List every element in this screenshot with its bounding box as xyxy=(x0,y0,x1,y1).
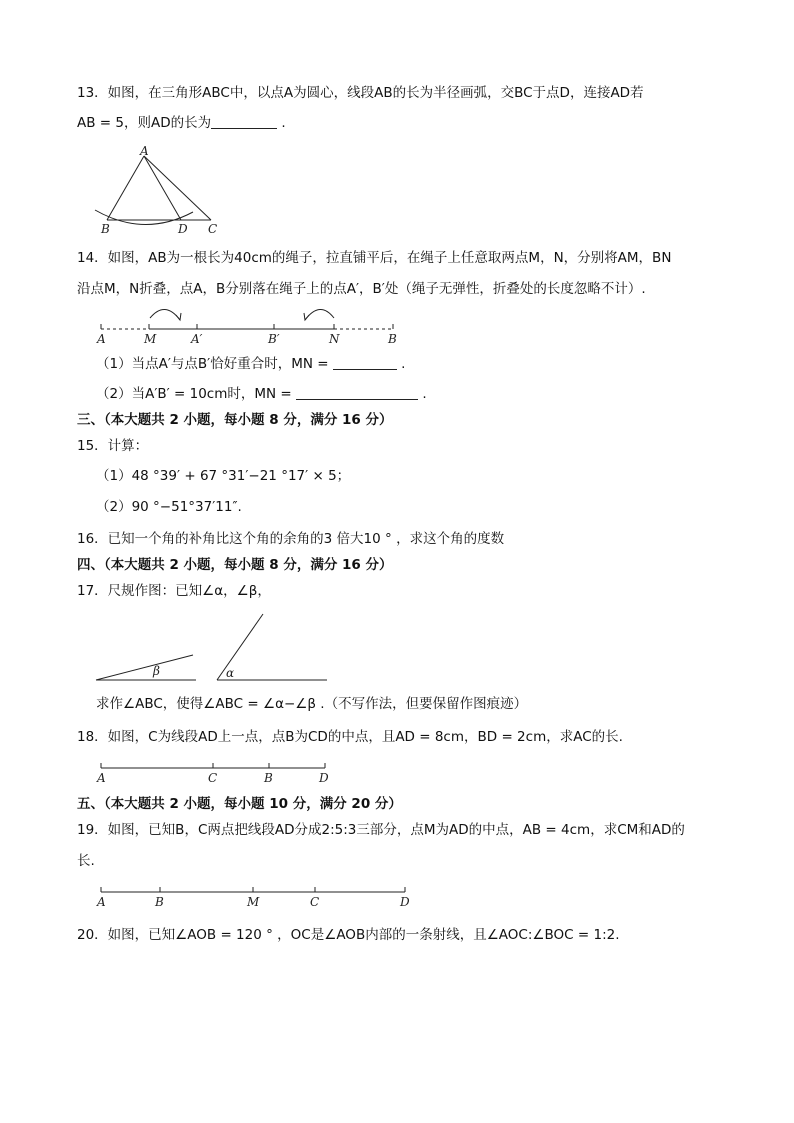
q13-line1: 13．如图，在三角形ABC中，以点A为圆心，线段AB的长为半径画弧，交BC于点D，连接AD若 xyxy=(77,85,644,101)
q15-sub1: （1）48 °39′ + 67 °31′−21 °17′ × 5； xyxy=(96,468,351,484)
q13-label-b: B xyxy=(101,222,110,236)
q15-stem: 15．计算： xyxy=(77,438,149,454)
q19-label-b: B xyxy=(155,895,164,909)
q14-label-a-prime: A′ xyxy=(191,332,203,346)
q17-task: 求作∠ABC，使得∠ABC = ∠α−∠β .（不写作法，但要保留作图痕迹） xyxy=(96,696,528,712)
q17-alpha-label: α xyxy=(226,666,235,680)
q14-label-n: N xyxy=(329,332,340,346)
q13-label-d: D xyxy=(178,222,188,236)
q14-line2: 沿点M，N折叠，点A，B分别落在绳子上的点A′，B′处（绳子无弹性，折叠处的长度忽略不计）. xyxy=(77,281,646,297)
section-4-heading: 四、（本大题共 2 小题，每小题 8 分，满分 16 分） xyxy=(77,557,393,573)
q14-label-a: A xyxy=(97,332,106,346)
q19-label-c: C xyxy=(310,895,320,909)
q13-label-c: C xyxy=(208,222,218,236)
q14-label-m: M xyxy=(144,332,157,346)
q17-stem: 17．尺规作图：已知∠α，∠β， xyxy=(77,583,271,599)
q19-label-a: A xyxy=(97,895,106,909)
q17-beta-label: β xyxy=(153,664,160,678)
section-3-heading: 三、（本大题共 2 小题，每小题 8 分，满分 16 分） xyxy=(77,412,393,428)
q14-label-b-prime: B′ xyxy=(268,332,280,346)
q19-line1: 19．如图，已知B，C两点把线段AD分成2:5:3三部分，点M为AD的中点，AB = 4cm，求CM和AD的 xyxy=(77,822,685,838)
q18-label-b: B xyxy=(264,771,273,785)
q14-label-b: B xyxy=(388,332,397,346)
q14-sub1-end: . xyxy=(401,356,406,372)
q18-label-d: D xyxy=(319,771,329,785)
q18-label-a: A xyxy=(97,771,106,785)
q14-sub2-end: . xyxy=(422,386,427,402)
q20-text: 20．如图，已知∠AOB = 120 ° ，OC是∠AOB内部的一条射线，且∠AOC:∠BOC = 1:2. xyxy=(77,927,620,943)
q19-label-d: D xyxy=(400,895,410,909)
q15-sub2: （2）90 °−51°37′11″. xyxy=(96,499,242,515)
q16-text: 16．已知一个角的补角比这个角的余角的3 倍大10 ° ，求这个角的度数 xyxy=(77,531,505,547)
q19-line2: 长. xyxy=(77,853,95,869)
q19-label-m: M xyxy=(247,895,260,909)
q13-label-a: A xyxy=(140,144,149,158)
q13-line2-text: AB = 5，则AD的长为 xyxy=(77,115,212,131)
q18-label-c: C xyxy=(208,771,218,785)
q18-text: 18．如图，C为线段AD上一点，点B为CD的中点，且AD = 8cm，BD = 2cm，求AC的长. xyxy=(77,729,623,745)
section-5-heading: 五、（本大题共 2 小题，每小题 10 分，满分 20 分） xyxy=(77,796,402,812)
q13-line2-end: . xyxy=(281,115,286,131)
q14-sub2-text: （2）当A′B′ = 10cm时，MN = xyxy=(96,386,292,402)
q14-sub1-text: （1）当点A′与点B′恰好重合时，MN = xyxy=(96,356,329,372)
q14-line1: 14．如图，AB为一根长为40cm的绳子，拉直铺平后，在绳子上任意取两点M，N，分别将AM，BN xyxy=(77,250,672,266)
